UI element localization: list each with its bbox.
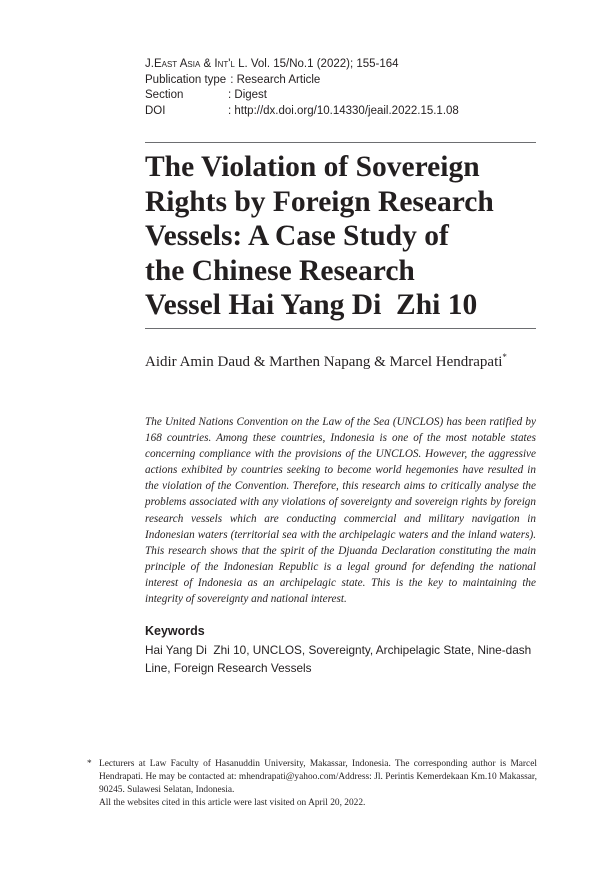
- footnote-text: Lecturers at Law Faculty of Hasanuddin University, Makassar, Indonesia. The corresponding author is Marcel Hendrapati. He may be contacted at: mhendrapati@yahoo.com/Address: Jl. Perintis Kemerdekaan Km.10 Makassar, 90245. Sulawesi Selatan, Indonesia.: [99, 759, 537, 795]
- article-metadata: [145, 57, 459, 119]
- author-footnote-mark: *: [502, 352, 507, 362]
- authors-text: Aidir Amin Daud & Marthen Napang & Marcel Hendrapati: [145, 354, 503, 370]
- journal-name: East Asia & Int'l L.: [153, 58, 248, 70]
- abstract: The United Nations Convention on the Law of the Sea (UNCLOS) has been ratified by 168 countries. Among these countries, Indonesia is one of the most notable states concerning compliance with the provisions of the UNCLOS. However, the aggressive actions exhibited by countries seeking to become world hegemonies have resulted in the violation of the Convention. Therefore, this research aims to critically analyse the problems associated with any violations of sovereignty and sovereign rights by foreign research vessels which are conducting commercial and military navigation in Indonesian waters (territorial sea with the archipelagic waters and the inland waters). This research shows that the spirit of the Djuanda Declaration constituting the main principle of the Indonesian Republic is a legal ground for defending the national interest of Indonesia as an archipelagic state. This is the key to maintaining the integrity of sovereignty and national interest.: [145, 416, 536, 606]
- title-top-rule: [145, 142, 536, 143]
- footnote-mark: *: [87, 759, 92, 769]
- journal-prefix: J.: [145, 58, 154, 70]
- title-line: The Violation of Sovereign: [145, 151, 480, 183]
- publication-type-value: : Research Article: [230, 73, 321, 86]
- doi-label: DOI: [145, 104, 166, 117]
- doi-row: [145, 104, 459, 120]
- publication-type-row: [145, 73, 459, 89]
- doi-value: : http://dx.doi.org/10.14330/jeail.2022.15.1.08: [228, 104, 459, 117]
- keywords-heading: Keywords: [145, 624, 205, 638]
- section-value: : Digest: [228, 89, 267, 101]
- author-list: [145, 354, 545, 371]
- title-line: Vessel Hai Yang Di Zhi 10: [145, 289, 478, 321]
- journal-citation: [145, 57, 459, 73]
- title-bottom-rule: [145, 328, 536, 329]
- section-row: [145, 88, 459, 104]
- journal-volume: Vol. 15/No.1 (2022); 155-164: [247, 58, 399, 70]
- title-line: the Chinese Research: [145, 254, 415, 287]
- footnote-websites-note: All the websites cited in this article were last visited on April 20, 2022.: [99, 798, 366, 808]
- article-title: [145, 150, 545, 323]
- footnote: [87, 758, 537, 810]
- section-label: Section: [145, 89, 184, 101]
- title-line: Vessels: A Case Study of: [145, 220, 449, 252]
- publication-type-label: Publication type: [145, 73, 227, 86]
- title-line: Rights by Foreign Research: [145, 185, 494, 218]
- keywords-list: Hai Yang Di Zhi 10, UNCLOS, Sovereignty, Archipelagic State, Nine-dash Line, Foreign Research Vessels: [145, 643, 535, 675]
